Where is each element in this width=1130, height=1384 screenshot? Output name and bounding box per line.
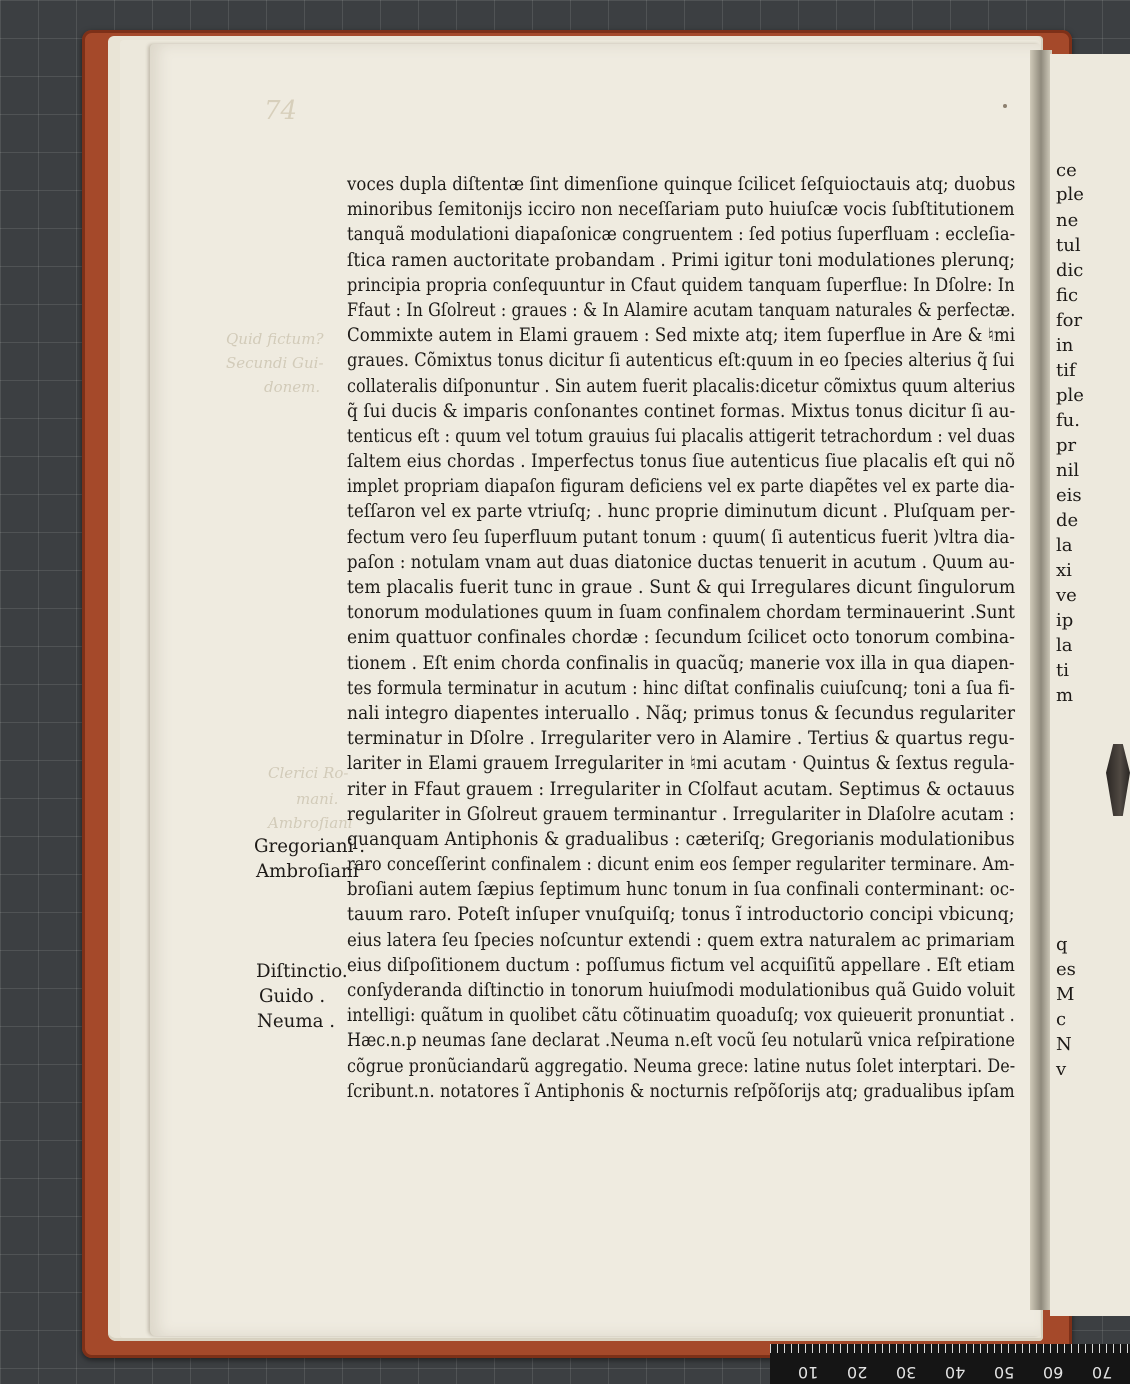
text-line: tanquã modulationi diapaſonicæ congruentem : ſed potius ſuperfluam : eccleſia- [347, 224, 1016, 246]
ruler-number: 10 [798, 1363, 819, 1382]
text-line: ſcribunt.n. notatores ĩ Antiphonis & nocturnis reſpõſorijs atq; gradualibus ipſam [347, 1080, 1015, 1102]
facing-text-fragment: in [1056, 335, 1074, 356]
margin-note-gregoriani: Gregoriani . [254, 836, 366, 857]
text-line: tes formula terminatur in acutum : hinc diſtat confinalis cuiuſcunq; toni a ſua fi- [347, 677, 1016, 699]
faint-note-clerici: Clerici Ro- [268, 764, 349, 782]
text-line: conſyderanda diſtinctio in tonorum huiuſmodi modulationibus quã Guido voluit [347, 980, 1015, 1001]
text-line: enim quattuor confinales chordæ : ſecundum ſcilicet octo tonorum combina- [347, 627, 1016, 649]
faint-note-mani: mani. [296, 790, 339, 808]
text-line: implet propriam diapaſon figuram deficiens vel ex parte diapẽtes vel ex parte dia- [347, 476, 1015, 498]
text-line: intelligi: quãtum in quolibet cãtu cõtinuatim quoaduſq; vox quieuerit pronuntiat . [347, 1005, 1015, 1027]
facing-text-fragment: fu. [1056, 410, 1080, 431]
text-line: voces dupla diſtentæ ſint dimenſione quinque ſcilicet ſeſquioctauis atq; duobus [347, 174, 1016, 195]
margin-note-guido: Guido . [259, 986, 326, 1007]
text-line: eius latera ſeu ſpecies noſcuntur extendi : quem extra naturalem ac primariam [347, 929, 1015, 951]
text-line: paſon : notulam vnam aut duas diatonice ductas tenuerit in acutum . Quum au- [347, 551, 1015, 573]
text-line: tonorum modulationes quum in ſuam confinalem chordam terminauerint .Sunt [347, 602, 1016, 624]
text-line: teſſaron vel ex parte vtriuſq; . hunc proprie diminutum dicunt . Pluſquam per- [347, 501, 1016, 523]
facing-text-fragment: ne [1056, 210, 1079, 231]
ruler-numbers [770, 1356, 1130, 1382]
text-line: tauum raro. Poteſt inſuper vnuſquiſq; tonus ĩ introductorio concipi vbicunq; [347, 904, 1015, 926]
ruler-number: 60 [1042, 1363, 1064, 1382]
paper-spot [1003, 104, 1007, 108]
facing-text-fragment: es [1056, 959, 1076, 980]
facing-text-fragment: la [1056, 635, 1073, 656]
facing-text-fragment: ti [1056, 660, 1069, 681]
faint-note-secundi: Secundi Gui- [226, 354, 324, 372]
text-line: tenticus eſt : quum vel totum grauius ſui placalis attigerit tetrachordum : vel duas [347, 425, 1016, 447]
text-line: lariter in Elami grauem Irregulariter in ♮mi acutam · Quintus & ſextus regula- [347, 753, 1015, 775]
facing-text-fragment: fic [1056, 285, 1079, 306]
text-line: terminatur in Dſolre . Irregulariter vero in Alamire . Tertius & quartus regu- [347, 728, 1015, 750]
facing-text-fragment: c [1056, 1009, 1067, 1030]
text-line: graues. Cõmixtus tonus dicitur ſi autenticus eſt:quum in eo ſpecies alterius q̃ ſui [347, 350, 1015, 372]
measurement-ruler [770, 1344, 1130, 1384]
facing-text-fragment: xi [1056, 560, 1072, 581]
margin-note-ambrosiani: Ambroſiani [256, 861, 359, 882]
faint-note-quid-fictum: Quid fictum? [226, 330, 324, 348]
margin-note-neuma: Neuma . [257, 1011, 336, 1032]
facing-text-fragment: ip [1056, 610, 1074, 631]
ruler-number: 30 [895, 1363, 917, 1382]
facing-text-fragment: v [1056, 1059, 1067, 1080]
facing-text-fragment: ce [1056, 160, 1077, 181]
text-line: tem placalis fuerit tunc in graue . Sunt & qui Irregulares dicunt ſingulorum [347, 577, 1016, 598]
facing-text-fragment: eis [1056, 485, 1082, 506]
facing-text-fragment: ple [1056, 385, 1084, 406]
text-line: Hæc.n.p neumas ſane declarat .Neuma n.eſt vocũ ſeu notularũ vnica reſpiratione [347, 1030, 1016, 1052]
facing-text-fragment: tif [1056, 360, 1076, 381]
text-line: collateralis diſponuntur . Sin autem fuerit placalis:dicetur cõmixtus quum alterius [347, 375, 1016, 397]
margin-note-distinctio: Diſtinctio. [256, 961, 348, 982]
faint-note-donem: donem. [264, 378, 321, 396]
text-line: cõgrue pronũciandarũ aggregatio. Neuma grece: latine nutus ſolet interptari. De- [347, 1055, 1016, 1077]
text-line: ſtica ramen auctoritate probandam . Primi igitur toni modulationes plerunq; [347, 249, 1016, 271]
text-line: q̃ ſui ducis & imparis conſonantes continet formas. Mixtus tonus dicitur ſi au- [347, 400, 1016, 422]
ruler-number: 40 [944, 1363, 966, 1382]
facing-text-fragment: N [1056, 1034, 1072, 1055]
ruler-number: 20 [846, 1363, 868, 1382]
book-gutter [1030, 50, 1052, 1310]
facing-text-fragment: for [1056, 310, 1083, 331]
text-line: riter in Ffaut grauem : Irregulariter in Cſolfaut acutam. Septimus & octauus [347, 778, 1015, 800]
text-line: eius diſpoſitionem ductum : poſſumus fictum vel acquiſitũ appellare . Eſt etiam [347, 954, 1015, 976]
facing-text-fragment: dic [1056, 260, 1084, 281]
faint-note-ambrosiani: Ambroſiani [268, 814, 353, 832]
text-line: minoribus ſemitonijs icciro non neceſſariam puto huiuſcæ vocis ſubſtitutionem [347, 199, 1015, 221]
ruler-number: 70 [1091, 1363, 1112, 1382]
facing-text-fragment: tul [1056, 235, 1081, 256]
facing-text-fragment: m [1056, 685, 1074, 706]
text-line: fectum vero ſeu ſuperfluum putant tonum : quum( ſi autenticus fuerit )vltra dia- [347, 526, 1015, 548]
main-text-block [347, 172, 1015, 1104]
facing-text-fragment: la [1056, 535, 1073, 556]
text-line: ſaltem eius chordas . Imperfectus tonus ſiue autenticus ſiue placalis eſt qui nõ [347, 451, 1016, 473]
text-line: raro conceſſerint confinalem : dicunt enim eos ſemper regulariter terminare. Am- [347, 854, 1015, 876]
facing-text-fragment: M [1056, 984, 1075, 1005]
facing-text-fragment: ple [1056, 184, 1084, 205]
text-line: tionem . Eſt enim chorda confinalis in quacũq; manerie vox illa in qua diapen- [347, 652, 1015, 674]
ruler-number: 50 [993, 1363, 1015, 1382]
text-line: Ffaut : In Gſolreut : graues : & In Alamire acutam tanquam naturales & perfectæ. [347, 299, 1016, 321]
facing-text-fragment: de [1056, 510, 1079, 531]
faint-folio-mark: 74 [264, 96, 298, 126]
text-line: nali integro diapentes interuallo . Nãq; primus tonus & ſecundus regulariter [347, 702, 1016, 724]
facing-text-fragment: q [1056, 934, 1068, 955]
facing-page-recto [1050, 54, 1130, 1316]
facing-text-fragment: ve [1056, 585, 1077, 606]
text-line: broſiani autem ſæpius ſeptimum hunc tonum in ſua confinali conterminant: oc- [347, 879, 1015, 901]
text-line: principia propria conſequuntur in Cfaut quidem tanquam ſuperflue: In Dſolre: In [347, 274, 1015, 296]
text-line: Commixte autem in Elami grauem : Sed mixte atq; item ſuperflue in Are & ♮mi [347, 325, 1016, 347]
facing-text-fragment: pr [1056, 435, 1077, 456]
text-line: regulariter in Gſolreut grauem terminantur . Irregulariter in Dlaſolre acutam : [347, 803, 1015, 825]
text-line: quanquam Antiphonis & gradualibus : cæteriſq; Gregorianis modulationibus [347, 828, 1015, 850]
facing-text-fragment: nil [1056, 460, 1080, 481]
